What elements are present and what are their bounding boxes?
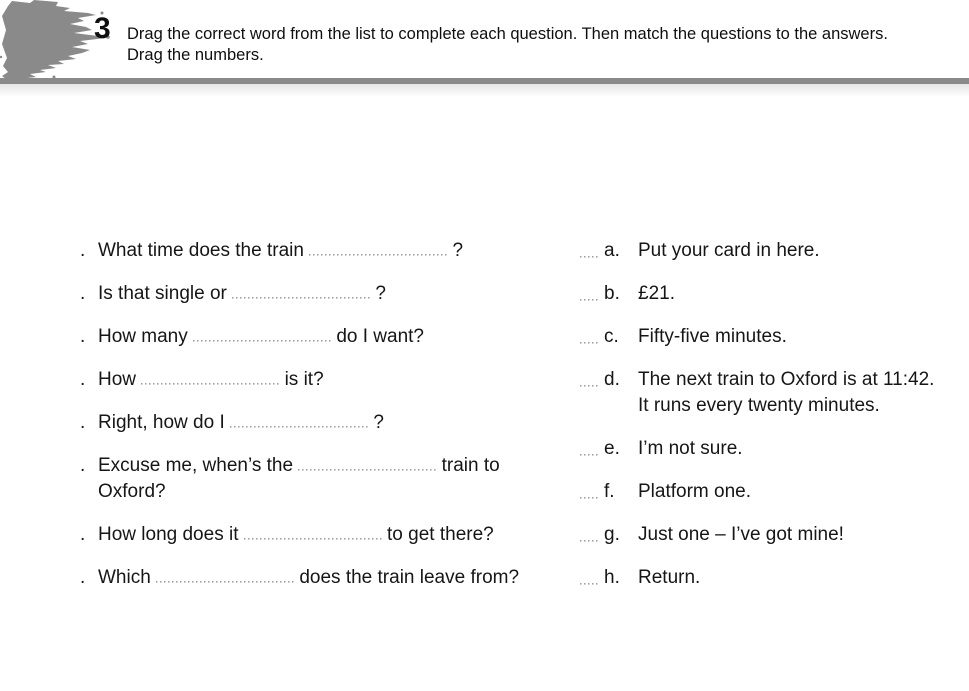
question-number-marker: .: [80, 524, 86, 545]
question-text-pre: How long does it: [98, 524, 239, 545]
answer-number-slot[interactable]: [580, 367, 598, 387]
question-text-line2: Oxford?: [98, 481, 166, 502]
answer-number-slot[interactable]: [580, 436, 598, 456]
question-row-5: [80, 410, 560, 436]
answer-letter: b.: [604, 283, 620, 304]
question-word-blank[interactable]: [141, 382, 279, 385]
question-text-post: train to: [441, 455, 500, 476]
question-text-post: ?: [452, 240, 464, 261]
question-text: [98, 238, 560, 264]
answer-text: [638, 479, 969, 505]
question-row-2: [80, 281, 560, 307]
answer-text-line1: Just one – I’ve got mine!: [638, 524, 844, 545]
question-word-blank[interactable]: [298, 468, 436, 471]
answer-text: [638, 367, 969, 419]
answer-row-d: [580, 367, 969, 419]
exercise-instructions: [127, 24, 965, 66]
answer-letter: c.: [604, 326, 619, 347]
answer-text-line1: Return.: [638, 567, 701, 588]
answer-row-b: [580, 281, 969, 307]
question-number-marker: .: [80, 412, 86, 433]
answer-text: [638, 324, 969, 350]
answer-row-e: [580, 436, 969, 462]
question-text: [98, 565, 560, 591]
answer-row-f: [580, 479, 969, 505]
answers-list: [580, 238, 969, 608]
answer-text: [638, 522, 969, 548]
answer-number-slot[interactable]: [580, 324, 598, 344]
question-text-pre: How: [98, 369, 137, 390]
exercise-number: 3: [94, 12, 111, 45]
answer-text-line1: Fifty-five minutes.: [638, 326, 787, 347]
question-number-marker: .: [80, 240, 86, 261]
question-text-post: do I want?: [336, 326, 424, 347]
answer-number-slot[interactable]: [580, 522, 598, 542]
answer-text-line1: Put your card in here.: [638, 240, 820, 261]
question-text: [98, 281, 560, 307]
question-text-pre: Which: [98, 567, 151, 588]
answer-number-slot[interactable]: [580, 281, 598, 301]
answer-number-slot[interactable]: [580, 238, 598, 258]
questions-list: [80, 238, 560, 608]
section-divider-shadow: [0, 84, 969, 97]
question-text-pre: What time does the train: [98, 240, 304, 261]
question-word-blank[interactable]: [193, 339, 331, 342]
question-row-8: [80, 565, 560, 591]
question-row-3: [80, 324, 560, 350]
question-text-post: to get there?: [387, 524, 494, 545]
question-row-6: [80, 453, 560, 505]
question-word-blank[interactable]: [309, 253, 447, 256]
answer-row-h: [580, 565, 969, 591]
answer-number-slot[interactable]: [580, 479, 598, 499]
question-text: [98, 367, 560, 393]
question-word-blank[interactable]: [244, 537, 382, 540]
instruction-line-1: Drag the correct word from the list to complete each question. Then match the questions to the answers.: [127, 25, 888, 43]
question-text-pre: How many: [98, 326, 188, 347]
answer-number-slot[interactable]: [580, 565, 598, 585]
answer-letter: a.: [604, 240, 620, 261]
answer-letter: g.: [604, 524, 620, 545]
question-text-post: ?: [375, 283, 386, 304]
question-text: [98, 453, 560, 505]
question-text-post: does the train leave from?: [299, 567, 520, 588]
question-text-pre: Right, how do I: [98, 412, 225, 433]
question-row-4: [80, 367, 560, 393]
question-word-blank[interactable]: [232, 296, 370, 299]
question-text-post: is it?: [284, 369, 324, 390]
question-number-marker: .: [80, 369, 86, 390]
answer-letter: e.: [604, 438, 620, 459]
exercise-header: [0, 0, 969, 78]
question-row-1: [80, 238, 560, 264]
answer-text-line1: The next train to Oxford is at 11:42.: [638, 369, 935, 390]
answer-text: [638, 565, 969, 591]
answer-letter: d.: [604, 369, 620, 390]
question-number-marker: .: [80, 567, 86, 588]
question-text: [98, 522, 560, 548]
question-text-pre: Excuse me, when’s the: [98, 455, 294, 476]
question-text: [98, 410, 560, 436]
question-word-blank[interactable]: [156, 580, 294, 583]
answer-text: [638, 238, 969, 264]
answer-text-line1: Platform one.: [638, 481, 751, 502]
question-number-marker: .: [80, 455, 86, 476]
answer-text-line2: It runs every twenty minutes.: [638, 395, 880, 416]
answer-letter: h.: [604, 567, 620, 588]
answer-row-a: [580, 238, 969, 264]
answer-text: [638, 281, 969, 307]
question-text-pre: Is that single or: [98, 283, 227, 304]
answer-text-line1: £21.: [638, 283, 675, 304]
question-number-marker: .: [80, 283, 86, 304]
question-number-marker: .: [80, 326, 86, 347]
answer-letter: f.: [604, 481, 615, 502]
answer-row-c: [580, 324, 969, 350]
instruction-line-2: Drag the numbers.: [127, 46, 264, 64]
question-row-7: [80, 522, 560, 548]
question-word-blank[interactable]: [230, 425, 368, 428]
answer-row-g: [580, 522, 969, 548]
question-text: [98, 324, 560, 350]
question-text-post: ?: [373, 412, 384, 433]
answer-text: [638, 436, 969, 462]
answer-text-line1: I’m not sure.: [638, 438, 743, 459]
